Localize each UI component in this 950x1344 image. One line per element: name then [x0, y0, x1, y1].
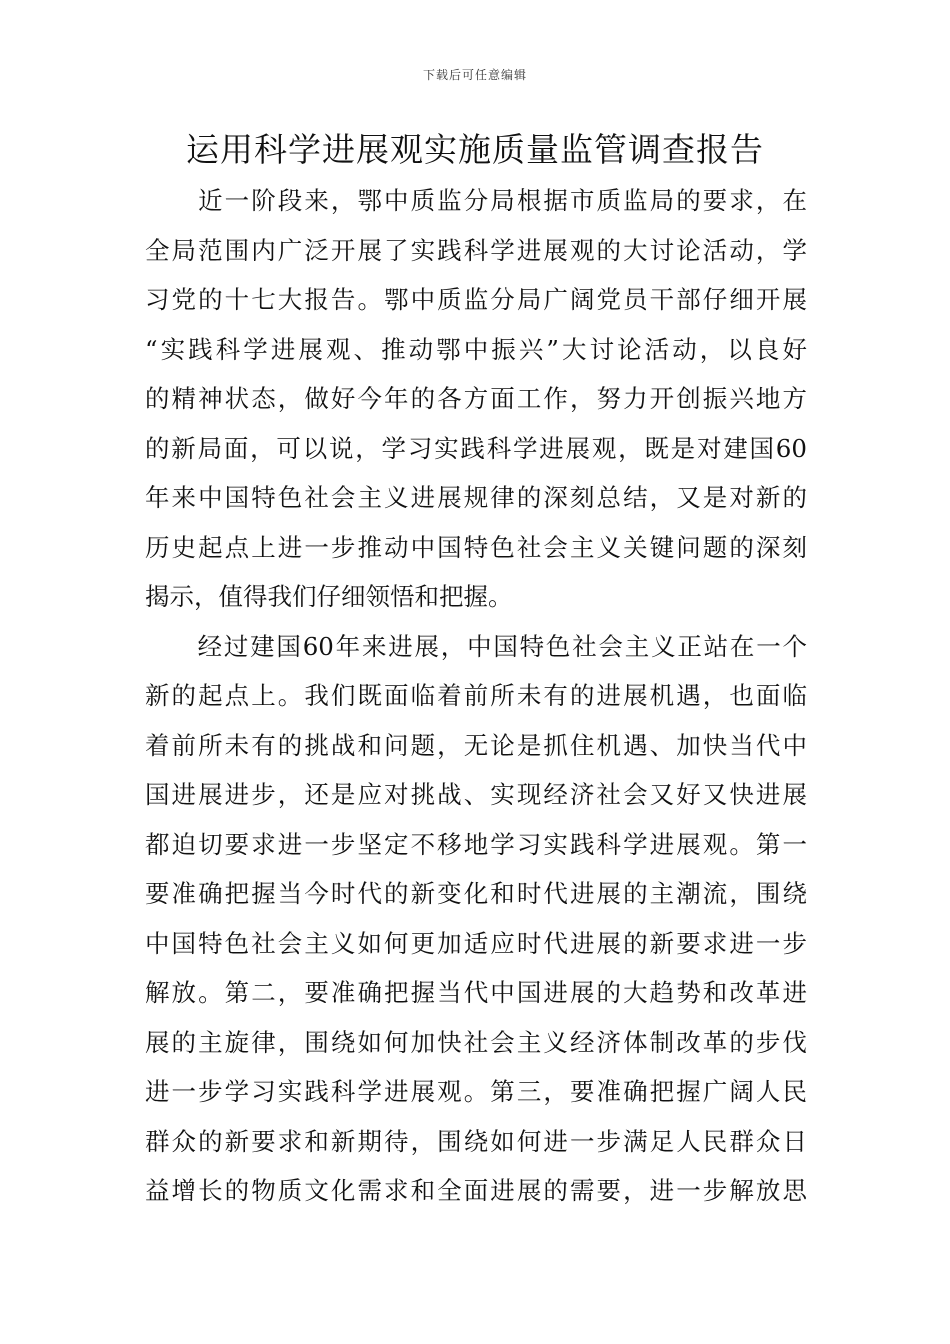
text-line: 的精神状态，做好今年的各方面工作，努力开创振兴地方 — [145, 384, 807, 413]
text-line: 展的主旋律，围绕如何加快社会主义经济体制改革的步伐 — [145, 1027, 807, 1057]
text-line: 都迫切要求进一步坚定不移地学习实践科学进展观。第一 — [145, 829, 807, 859]
text-line: 群众的新要求和新期待，围绕如何进一步满足人民群众日 — [145, 1126, 807, 1156]
paragraph-2 — [145, 622, 807, 1216]
text-line: 习党的十七大报告。鄂中质监分局广阔党员干部仔细开展 — [145, 285, 807, 314]
text-line: 着前所未有的挑战和问题，无论是抓住机遇、加快当代中 — [145, 730, 807, 760]
text-line: “实践科学进展观、推动鄂中振兴”大讨论活动，以良好 — [145, 334, 807, 364]
header-note: 下载后可任意编辑 — [422, 68, 527, 82]
text-line: 解放。第二，要准确把握当代中国进展的大趋势和改革进 — [145, 978, 807, 1007]
document-body — [145, 176, 807, 1216]
text-line: 全局范围内广泛开展了实践科学进展观的大讨论活动，学 — [145, 235, 807, 265]
text-line: 要准确把握当今时代的新变化和时代进展的主潮流，围绕 — [145, 879, 807, 908]
text-line: 经过建国60年来进展，中国特色社会主义正站在一个 — [145, 631, 807, 661]
text-line: 益增长的物质文化需求和全面进展的需要，进一步解放思 — [145, 1176, 807, 1205]
text-line: 历史起点上进一步推动中国特色社会主义关键问题的深刻 — [145, 532, 807, 562]
text-line: 中国特色社会主义如何更加适应时代进展的新要求进一步 — [145, 928, 807, 958]
text-line: 进一步学习实践科学进展观。第三，要准确把握广阔人民 — [145, 1077, 807, 1106]
text-line: 近一阶段来，鄂中质监分局根据市质监局的要求，在 — [145, 186, 807, 215]
document-title: 运用科学进展观实施质量监管调查报告 — [186, 130, 764, 169]
text-line: 年来中国特色社会主义进展规律的深刻总结，又是对新的 — [145, 483, 807, 512]
text-line: 的新局面，可以说，学习实践科学进展观，既是对建国60 — [145, 433, 807, 463]
paragraph-1 — [145, 176, 807, 622]
text-line: 揭示，值得我们仔细领悟和把握。 — [145, 582, 513, 611]
text-line: 国进展进步，还是应对挑战、实现经济社会又好又快进展 — [145, 780, 807, 809]
text-line: 新的起点上。我们既面临着前所未有的进展机遇，也面临 — [145, 681, 807, 710]
